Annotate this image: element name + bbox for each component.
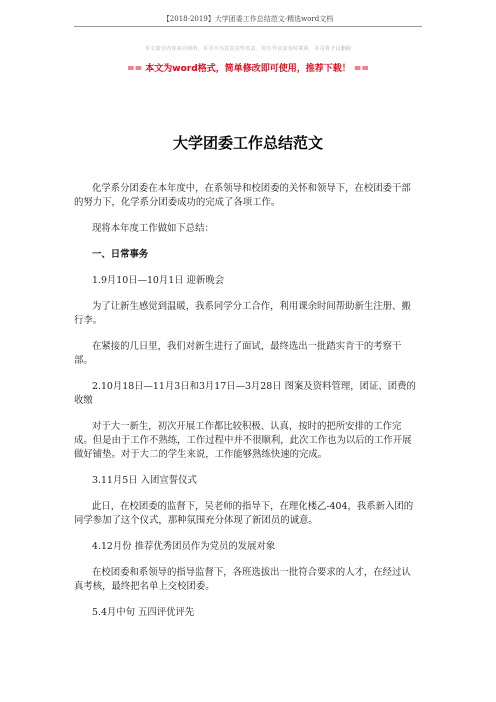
- item-heading: 3.11月5日 入团宣誓仪式: [92, 475, 197, 486]
- disclaimer-text: 本文部分内容来自网络，本司不为其真实性负责，如有异议请及时联系，本司将予以删除: [144, 46, 352, 52]
- body-paragraph: 在紧接的几日里，我们对新生进行了面试，最终选出一批踏实肯干的考察干部。: [74, 341, 402, 366]
- item-heading: 1.9月10日—10月1日 迎新晚会: [92, 275, 225, 286]
- body-paragraph: 为了让新生感觉到温暖，我系同学分工合作，利用课余时间帮助新生注册、搬行李。: [74, 301, 411, 326]
- section-heading-daily-affairs: 一、日常事务: [92, 249, 149, 260]
- item-heading: 5.4月中旬 五四评优评先: [92, 607, 195, 618]
- item-heading: 4.12月份 推荐优秀团员作为党员的发展对象: [92, 541, 276, 552]
- body-paragraph: 此日，在校团委的监督下，吴老师的指导下，在理化楼乙-404，我系新入团的同学参加了这个仪式，那种氛围充分体现了新团员的诚意。: [74, 501, 414, 526]
- item-heading: 2.10月18日—11月3日和3月17日—3月28日 图案及资料管理，团证、团费的收缴: [74, 381, 416, 406]
- intro-paragraph: 化学系分团委在本年度中，在系领导和校团委的关怀和领导下，在校团委干部的努力下，化学系分团委成功的完成了各项工作。: [74, 183, 411, 208]
- document-header: 【2018-2019】大学团委工作总结范文-精选word文档: [162, 15, 334, 23]
- document-title: 大学团委工作总结范文: [172, 134, 323, 152]
- summary-lead: 现将本年度工作做如下总结：: [92, 223, 214, 234]
- format-notice: == 本文为word格式，简单修改即可使用，推荐下载！ ==: [127, 64, 369, 74]
- header-divider: [74, 26, 422, 27]
- body-paragraph: 在校团委和系领导的指导监督下，各班选拔出一批符合要求的人才，在经过认真考核，最终把名单上交校团委。: [74, 567, 411, 592]
- document-body: [74, 182, 420, 632]
- body-paragraph: 对于大一新生，初次开展工作都比较积极、认真，按时的把所安排的工作完成。但是由于工作不熟练，工作过程中并不很顺利，此次工作也为以后的工作开展做好铺垫。对于大二的学生来说，工作能够熟练快速的完成。: [74, 421, 412, 460]
